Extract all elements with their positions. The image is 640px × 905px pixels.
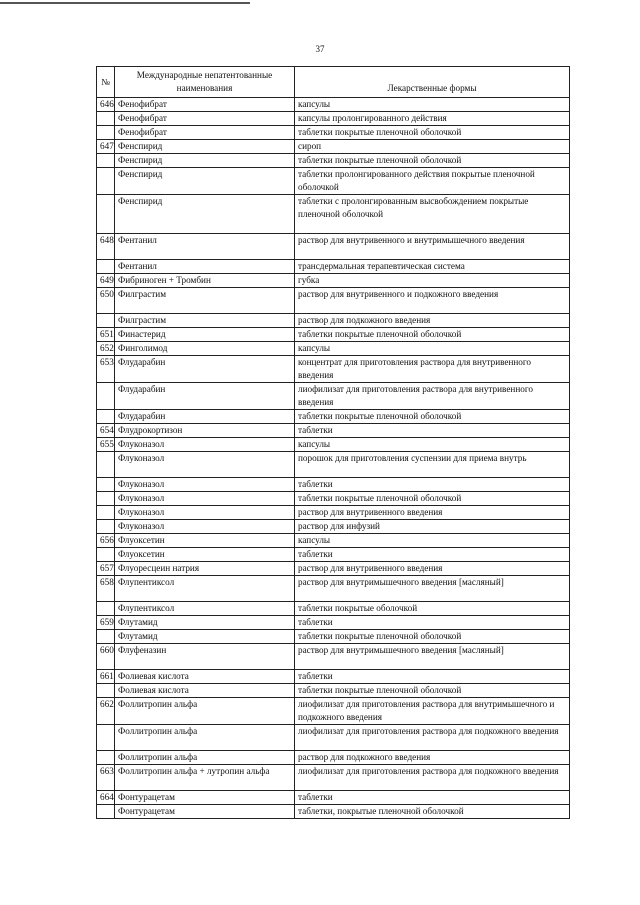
table-row (97, 765, 570, 791)
dosage-form: раствор для инфузий (295, 520, 570, 534)
page-number: 37 (315, 44, 325, 54)
inn-name: Флуконазол (115, 438, 295, 452)
inn-name: Фоллитропин альфа (115, 751, 295, 765)
row-number (97, 684, 115, 698)
inn-name: Филграстим (115, 288, 295, 314)
inn-name: Флуконазол (115, 478, 295, 492)
row-number: 650 (97, 288, 115, 314)
row-number (97, 630, 115, 644)
dosage-form: капсулы (295, 534, 570, 548)
dosage-form: раствор для внутривенного введения (295, 506, 570, 520)
table-row (97, 751, 570, 765)
header-form: Лекарственные формы (295, 67, 570, 98)
row-number (97, 154, 115, 168)
dosage-form: губка (295, 274, 570, 288)
table-row (97, 140, 570, 154)
inn-name: Флуконазол (115, 506, 295, 520)
row-number: 649 (97, 274, 115, 288)
row-number: 658 (97, 576, 115, 602)
table-row (97, 492, 570, 506)
table-row (97, 478, 570, 492)
table-row (97, 805, 570, 819)
row-number (97, 602, 115, 616)
dosage-form: порошок для приготовления суспензии для приема внутрь (295, 452, 570, 478)
row-number (97, 260, 115, 274)
dosage-form: раствор для внутривенного и подкожного введения (295, 288, 570, 314)
dosage-form: таблетки покрытые пленочной оболочкой (295, 492, 570, 506)
dosage-form: раствор для внутривенного и внутримышечного введения (295, 234, 570, 260)
table-row (97, 452, 570, 478)
inn-name: Фентанил (115, 260, 295, 274)
row-number: 656 (97, 534, 115, 548)
inn-name: Фенспирид (115, 154, 295, 168)
inn-name: Финголимод (115, 342, 295, 356)
table-row (97, 234, 570, 260)
row-number: 659 (97, 616, 115, 630)
inn-name: Флударабин (115, 356, 295, 383)
inn-name: Фолиевая кислота (115, 684, 295, 698)
dosage-form: таблетки (295, 670, 570, 684)
table-row (97, 791, 570, 805)
table-row (97, 424, 570, 438)
table-row (97, 698, 570, 725)
dosage-form: таблетки, покрытые пленочной оболочкой (295, 805, 570, 819)
inn-name: Фентанил (115, 234, 295, 260)
dosage-form: таблетки покрытые пленочной оболочкой (295, 630, 570, 644)
dosage-form: таблетки покрытые пленочной оболочкой (295, 410, 570, 424)
inn-name: Фоллитропин альфа (115, 725, 295, 751)
row-number: 654 (97, 424, 115, 438)
table-row (97, 328, 570, 342)
inn-name: Флупентиксол (115, 576, 295, 602)
top-rule (0, 2, 250, 4)
inn-name: Флутамид (115, 630, 295, 644)
inn-name: Флуконазол (115, 492, 295, 506)
inn-name: Флуоресцеин натрия (115, 562, 295, 576)
dosage-form: капсулы пролонгированного действия (295, 112, 570, 126)
row-number: 651 (97, 328, 115, 342)
dosage-form: таблетки покрытые пленочной оболочкой (295, 328, 570, 342)
row-number (97, 452, 115, 478)
table-row (97, 168, 570, 195)
table-row (97, 154, 570, 168)
inn-name: Финастерид (115, 328, 295, 342)
inn-name: Флуконазол (115, 452, 295, 478)
drug-forms-table (96, 66, 570, 819)
row-number (97, 478, 115, 492)
table-row (97, 684, 570, 698)
table-row (97, 562, 570, 576)
row-number: 661 (97, 670, 115, 684)
row-number: 648 (97, 234, 115, 260)
dosage-form: таблетки покрытые пленочной оболочкой (295, 684, 570, 698)
row-number: 660 (97, 644, 115, 670)
table-row (97, 342, 570, 356)
row-number (97, 506, 115, 520)
table-row (97, 616, 570, 630)
table-row (97, 383, 570, 410)
table-row (97, 506, 570, 520)
table-row (97, 548, 570, 562)
inn-name: Фибриноген + Тромбин (115, 274, 295, 288)
dosage-form: таблетки покрытые пленочной оболочкой (295, 154, 570, 168)
table-row (97, 644, 570, 670)
inn-name: Флуоксетин (115, 548, 295, 562)
row-number: 647 (97, 140, 115, 154)
dosage-form: раствор для внутривенного введения (295, 562, 570, 576)
row-number: 657 (97, 562, 115, 576)
header-name: Международные непатентованные наименования (115, 67, 295, 98)
dosage-form: капсулы (295, 438, 570, 452)
header-num: № (97, 67, 115, 98)
table-row (97, 410, 570, 424)
inn-name: Фенспирид (115, 140, 295, 154)
inn-name: Фенспирид (115, 195, 295, 234)
dosage-form: лиофилизат для приготовления раствора для подкожного введения (295, 725, 570, 751)
table-row (97, 356, 570, 383)
dosage-form: таблетки покрытые оболочкой (295, 602, 570, 616)
row-number (97, 725, 115, 751)
table-row (97, 98, 570, 112)
dosage-form: капсулы (295, 342, 570, 356)
inn-name: Фенспирид (115, 168, 295, 195)
dosage-form: раствор для подкожного введения (295, 751, 570, 765)
inn-name: Флуфеназин (115, 644, 295, 670)
inn-name: Фонтурацетам (115, 805, 295, 819)
row-number (97, 126, 115, 140)
dosage-form: лиофилизат для приготовления раствора для внутримышечного и подкожного введения (295, 698, 570, 725)
dosage-form: таблетки покрытые пленочной оболочкой (295, 126, 570, 140)
inn-name: Флударабин (115, 383, 295, 410)
row-number (97, 383, 115, 410)
inn-name: Фенофибрат (115, 126, 295, 140)
row-number (97, 520, 115, 534)
row-number (97, 112, 115, 126)
table-body (97, 98, 570, 819)
table-row (97, 438, 570, 452)
table-row (97, 534, 570, 548)
inn-name: Флутамид (115, 616, 295, 630)
table-row (97, 576, 570, 602)
dosage-form: концентрат для приготовления раствора для внутривенного введения (295, 356, 570, 383)
table-row (97, 725, 570, 751)
table-row (97, 288, 570, 314)
table-row (97, 112, 570, 126)
dosage-form: таблетки пролонгированного действия покрытые пленочной оболочкой (295, 168, 570, 195)
inn-name: Флуконазол (115, 520, 295, 534)
inn-name: Флуоксетин (115, 534, 295, 548)
table-row (97, 274, 570, 288)
dosage-form: таблетки с пролонгированным высвобождением покрытые пленочной оболочкой (295, 195, 570, 234)
dosage-form: раствор для внутримышечного введения [масляный] (295, 576, 570, 602)
inn-name: Флупентиксол (115, 602, 295, 616)
dosage-form: лиофилизат для приготовления раствора для внутривенного введения (295, 383, 570, 410)
table-row (97, 630, 570, 644)
dosage-form: сироп (295, 140, 570, 154)
row-number (97, 751, 115, 765)
inn-name: Фонтурацетам (115, 791, 295, 805)
row-number (97, 548, 115, 562)
table-row (97, 126, 570, 140)
table-row (97, 260, 570, 274)
inn-name: Фоллитропин альфа (115, 698, 295, 725)
row-number: 664 (97, 791, 115, 805)
dosage-form: раствор для подкожного введения (295, 314, 570, 328)
row-number: 662 (97, 698, 115, 725)
row-number (97, 314, 115, 328)
row-number: 663 (97, 765, 115, 791)
dosage-form: лиофилизат для приготовления раствора для подкожного введения (295, 765, 570, 791)
inn-name: Филграстим (115, 314, 295, 328)
inn-name: Фоллитропин альфа + лутропин альфа (115, 765, 295, 791)
table-header-row (97, 67, 570, 98)
row-number (97, 410, 115, 424)
dosage-form: таблетки (295, 478, 570, 492)
row-number (97, 492, 115, 506)
dosage-form: таблетки (295, 424, 570, 438)
row-number: 655 (97, 438, 115, 452)
inn-name: Фолиевая кислота (115, 670, 295, 684)
row-number (97, 168, 115, 195)
table-row (97, 520, 570, 534)
inn-name: Фенофибрат (115, 98, 295, 112)
row-number (97, 195, 115, 234)
inn-name: Флудрокортизон (115, 424, 295, 438)
inn-name: Флударабин (115, 410, 295, 424)
row-number (97, 805, 115, 819)
table-row (97, 670, 570, 684)
dosage-form: капсулы (295, 98, 570, 112)
table-row (97, 195, 570, 234)
row-number: 653 (97, 356, 115, 383)
dosage-form: таблетки (295, 616, 570, 630)
dosage-form: раствор для внутримышечного введения [масляный] (295, 644, 570, 670)
table-row (97, 602, 570, 616)
dosage-form: трансдермальная терапевтическая система (295, 260, 570, 274)
dosage-form: таблетки (295, 791, 570, 805)
row-number: 646 (97, 98, 115, 112)
dosage-form: таблетки (295, 548, 570, 562)
row-number: 652 (97, 342, 115, 356)
table-row (97, 314, 570, 328)
inn-name: Фенофибрат (115, 112, 295, 126)
